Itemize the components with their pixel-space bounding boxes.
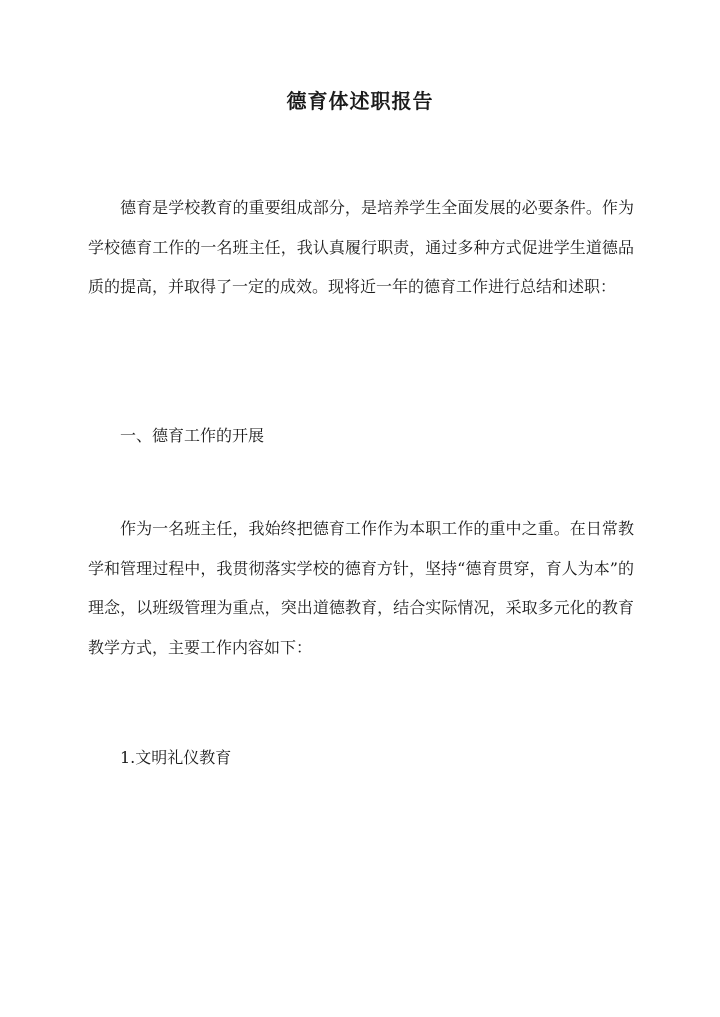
intro-paragraph: 德育是学校教育的重要组成部分，是培养学生全面发展的必要条件。作为学校德育工作的一名班主任，我认真履行职责，通过多种方式促进学生道德品质的提高，并取得了一定的成效。现将近一年的德育工作进行总结和述职： (88, 198, 634, 296)
section-heading: 一、德育工作的开展 (120, 426, 265, 445)
subsection-heading: 1.文明礼仪教育 (120, 748, 232, 767)
body-paragraph: 作为一名班主任，我始终把德育工作作为本职工作的重中之重。在日常教学和管理过程中，我贯彻落实学校的德育方针，坚持“德育贯穿，育人为本”的理念，以班级管理为重点，突出道德教育，结合实际情况，采取多元化的教育教学方式，主要工作内容如下： (88, 519, 634, 657)
document-title: 德育体述职报告 (286, 89, 434, 113)
